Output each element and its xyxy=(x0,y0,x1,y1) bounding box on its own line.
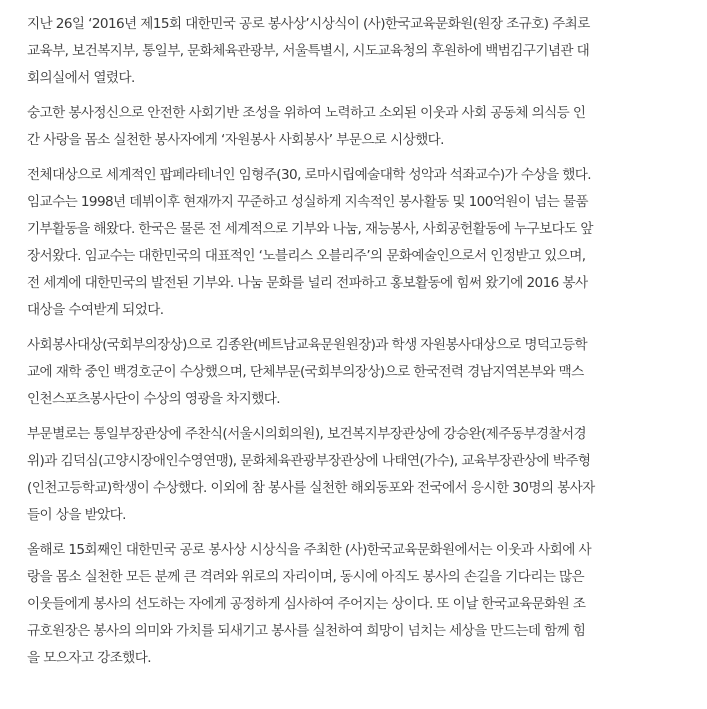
text-line: 전체대상으로 세계적인 팝페라테너인 임형주(30, 로마시립예술대학 성악과 석좌교수)가 수상을 했다. xyxy=(27,167,591,183)
text-line: 을 모으자고 강조했다. xyxy=(27,650,151,666)
text-line: 기부활동을 해왔다. 한국은 물론 전 세계적으로 기부와 나눔, 재능봉사, 사회공헌활동에 누구보다도 앞 xyxy=(27,221,593,237)
text-line: 규호원장은 봉사의 의미와 가치를 되새기고 봉사를 실천하여 희망이 넘치는 세상을 만드는데 함께 힘 xyxy=(27,623,586,639)
text-line: 올해로 15회째인 대한민국 공로 봉사상 시상식을 주최한 (사)한국교육문화원에서는 이웃과 사회에 사 xyxy=(27,542,591,558)
text-line: 임교수는 1998년 데뷔이후 현재까지 꾸준하고 성실하게 지속적인 봉사활동 및 100억원이 넘는 물품 xyxy=(27,194,588,210)
text-line: 들이 상을 받았다. xyxy=(27,507,126,523)
paragraph-closing xyxy=(27,537,693,672)
paragraph-ceremony-intro xyxy=(27,11,693,92)
text-line: (인천고등학교)학생이 수상했다. 이외에 참 봉사를 실천한 해외동포와 전국에서 응시한 30명의 봉사자 xyxy=(27,480,595,496)
text-line: 지난 26일 ‘2016년 제15회 대한민국 공로 봉사상’시상식이 (사)한국교육문화원(원장 조규호) 주최로 xyxy=(27,16,590,32)
text-line: 전 세계에 대한민국의 발전된 기부와. 나눔 문화를 널리 전파하고 홍보활동에 힘써 왔기에 2016 봉사 xyxy=(27,275,588,291)
paragraph-category-awards xyxy=(27,421,693,529)
text-line: 숭고한 봉사정신으로 안전한 사회기반 조성을 위하여 노력하고 소외된 이웃과 사회 공동체 의식등 인 xyxy=(27,105,586,121)
paragraph-award-purpose xyxy=(27,100,693,154)
text-line: 교에 재학 중인 백경호군이 수상했으며, 단체부문(국회부의장상)으로 한국전력 경남지역본부와 맥스 xyxy=(27,364,584,380)
text-line: 부문별로는 통일부장관상에 주찬식(서울시의회의원), 보건복지부장관상에 강승완(제주동부경찰서경 xyxy=(27,426,587,442)
text-line: 교육부, 보건복지부, 통일부, 문화체육관광부, 서울특별시, 시도교육청의 후원하에 백범김구기념관 대 xyxy=(27,43,590,59)
text-line: 랑을 몸소 실천한 모든 분께 큰 격려와 위로의 자리이며, 동시에 아직도 봉사의 손길을 기다리는 많은 xyxy=(27,569,585,585)
paragraph-grand-prize xyxy=(27,162,693,324)
text-line: 대상을 수여받게 되었다. xyxy=(27,302,164,318)
text-line: 사회봉사대상(국회부의장상)으로 김종완(베트남교육문원원장)과 학생 자원봉사대상으로 명덕고등학 xyxy=(27,337,588,353)
text-line: 장서왔다. 임교수는 대한민국의 대표적인 ‘노블리스 오블리주’의 문화예술인으로서 인정받고 있으며, xyxy=(27,248,586,264)
text-line: 간 사랑을 몸소 실천한 봉사자에게 ‘자원봉사 사회봉사’ 부문으로 시상했다. xyxy=(27,132,444,148)
article-body xyxy=(27,11,693,680)
text-line: 인천스포츠봉사단이 수상의 영광을 차지했다. xyxy=(27,391,280,407)
text-line: 회의실에서 열렸다. xyxy=(27,70,135,86)
text-line: 위)과 김덕심(고양시장애인수영연맹), 문화체육관광부장관상에 나태연(가수), 교육부장관상에 박주형 xyxy=(27,453,591,469)
paragraph-social-service-prize xyxy=(27,332,693,413)
text-line: 이웃들에게 봉사의 선도하는 자에게 공정하게 심사하여 주어지는 상이다. 또 이날 한국교육문화원 조 xyxy=(27,596,586,612)
